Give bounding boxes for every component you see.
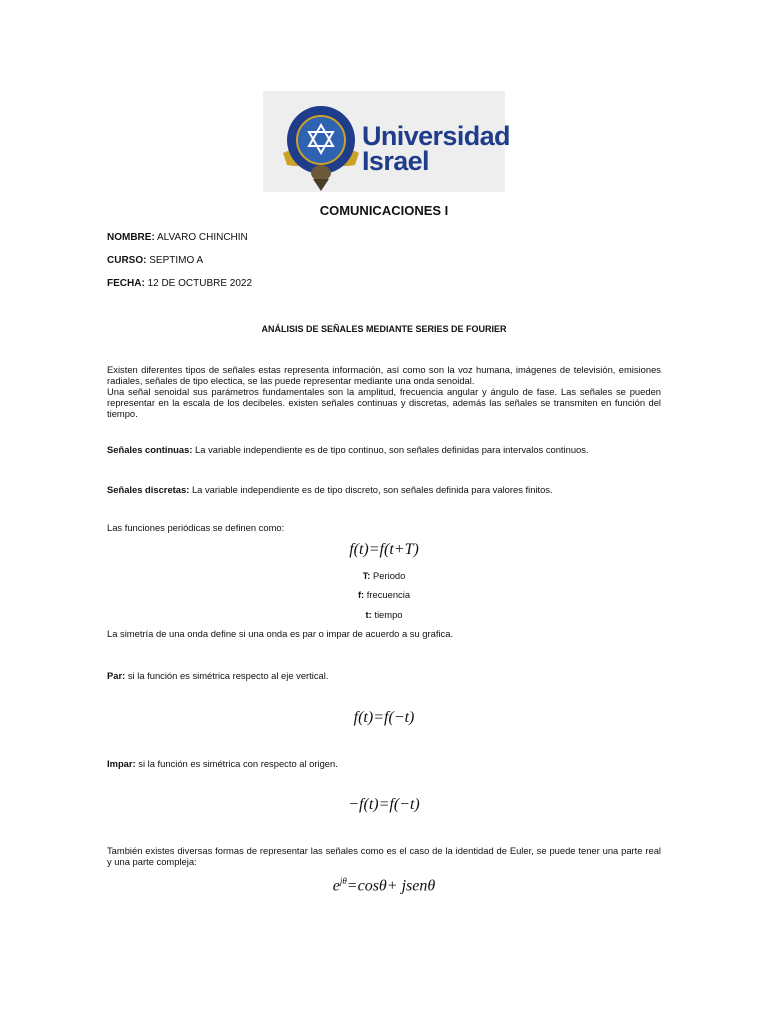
impar-label: Impar: [107,758,136,769]
university-logo [263,91,510,192]
legend-text: frecuencia [364,589,411,600]
formula-periodic: f(t)=f(t+T) [349,541,419,558]
legend-tiempo [0,609,768,620]
par-text: si la función es simétrica respecto al eje vertical. [125,670,329,681]
field-label: CURSO: [107,255,147,266]
continuas-text: La variable independiente es de tipo continuo, son señales definidas para intervalos continuos. [192,444,589,455]
logo-wordmark [362,121,510,176]
legend-label: T: [362,570,371,581]
intro-text: Existen diferentes tipos de señales estas representa información, así como son la voz humana, imágenes de televisión, emisiones radiales, señales de tipo electica, se las puede representar mediante una onda senoidal. [107,364,661,386]
field-fecha [107,278,252,289]
field-label: NOMBRE: [107,232,155,243]
legend-text: Periodo [370,570,406,581]
simetria-text: La simetría de una onda define si una onda es par o impar de acuerdo a su grafica. [107,628,454,639]
legend-label: f: [357,589,365,600]
field-value: ALVARO CHINCHIN [157,232,248,243]
field-nombre [107,232,248,243]
continuas-paragraph [107,444,589,455]
field-value: SEPTIMO A [149,255,204,266]
euler-base: e [332,877,340,895]
discretas-text: La variable independiente es de tipo discreto, son señales definida para valores finitos. [189,484,553,495]
euler-paragraph: También existes diversas formas de representar las señales como es el caso de la identidad de Euler, se puede tener una parte real y una parte compleja: [107,845,661,867]
section-title: ANÁLISIS DE SEÑALES MEDIANTE SERIES DE FOURIER [261,324,507,334]
impar-text: si la función es simétrica con respecto al origen. [135,758,338,769]
euler-rest: =cosθ+ jsenθ [346,877,436,895]
discretas-paragraph [107,484,553,495]
intro-text-2: Una señal senoidal sus parámetros fundamentales son la amplitud, frecuencia angular y ángulo de fase. Las señales se pueden representar en la escala de los decibeles. existen señales continuas y discretas, además las señales se transmiten en función del tiempo. [107,386,661,419]
intro-paragraph [107,364,661,419]
impar-paragraph [107,758,338,769]
formula-impar: −f(t)=f(−t) [348,796,420,813]
par-label: Par: [107,670,126,681]
periodicas-intro: Las funciones periódicas se definen como: [107,522,285,533]
euler-exponent: jθ [339,876,347,886]
field-value: 12 DE OCTUBRE 2022 [147,278,253,289]
par-paragraph [107,670,328,681]
legend-text: tiempo [371,609,403,620]
page-title: COMUNICACIONES I [319,203,449,218]
logo-line1: Universidad [362,121,510,151]
legend-periodo [0,570,768,581]
legend-label: t: [365,609,372,620]
legend-frecuencia [0,589,768,600]
discretas-label: Señales discretas: [107,484,190,495]
field-curso [107,255,203,266]
formula-par: f(t)=f(−t) [353,709,415,726]
continuas-label: Señales continuas: [107,444,193,455]
field-label: FECHA: [107,278,145,289]
logo-line2: Israel [362,146,429,176]
formula-euler [0,876,768,895]
